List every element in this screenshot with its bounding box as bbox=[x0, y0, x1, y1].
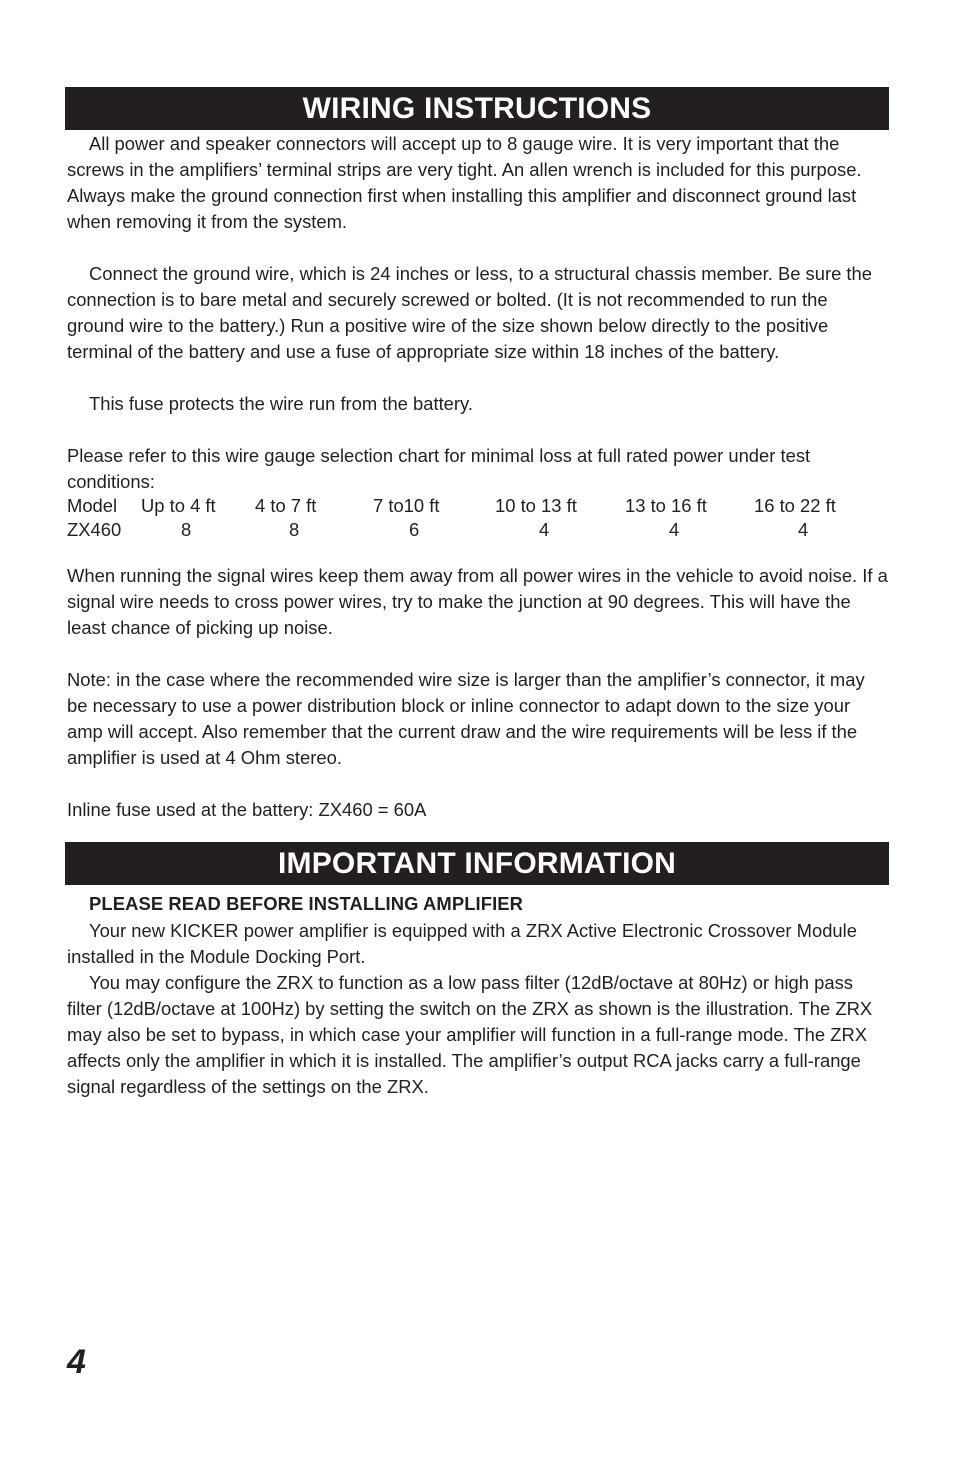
table-header-cell: 16 to 22 ft bbox=[754, 495, 836, 516]
table-cell: 4 bbox=[798, 519, 809, 540]
wiring-paragraph-connectors: All power and speaker connectors will accept up to 8 gauge wire. It is very important that the screws in the amplifiers’ terminal strips are very tight. An allen wrench is included for this purpose. Always make the ground connection first when installing this amplifier and disconnect ground last when removing it from the system. bbox=[67, 133, 862, 232]
table-header-cell: 4 to 7 ft bbox=[255, 495, 317, 516]
wiring-paragraph-ground: Connect the ground wire, which is 24 inches or less, to a structural chassis member. Be sure the connection is to bare metal and securely screwed or bolted. (It is not recommended to run the ground wire to the battery.) Run a positive wire of the size shown below directly to the positive terminal of the battery and use a fuse of appropriate size within 18 inches of the battery. bbox=[67, 263, 872, 362]
important-information-heading: IMPORTANT INFORMATION bbox=[65, 842, 889, 885]
important-paragraph-configure: You may configure the ZRX to function as a low pass filter (12dB/octave at 80Hz) or high pass filter (12dB/octave at 100Hz) by setting the switch on the ZRX as shown is the illustration. The ZRX may also be set to bypass, in which case your amplifier will function in a full-range mode. The ZRX affects only the amplifier in which it is installed. The amplifier’s output RCA jacks carry a full-range signal regardless of the settings on the ZRX. bbox=[67, 972, 873, 1097]
table-header-cell: 10 to 13 ft bbox=[495, 495, 577, 516]
table-header-cell: 13 to 16 ft bbox=[625, 495, 707, 516]
table-header-cell: 7 to10 ft bbox=[373, 495, 440, 516]
table-cell: 8 bbox=[181, 519, 192, 540]
table-cell: 4 bbox=[539, 519, 550, 540]
wiring-paragraph-chart-intro: Please refer to this wire gauge selection chart for minimal loss at full rated power under test conditions: bbox=[67, 445, 811, 492]
table-cell: ZX460 bbox=[67, 519, 122, 540]
wiring-paragraph-fuse: This fuse protects the wire run from the battery. bbox=[89, 393, 473, 414]
table-cell: 8 bbox=[289, 519, 300, 540]
wire-gauge-table bbox=[67, 494, 864, 542]
table-cell: 4 bbox=[669, 519, 680, 540]
table-header-cell: Model bbox=[67, 495, 118, 516]
table-header-row bbox=[67, 494, 864, 518]
wiring-paragraph-inline-fuse: Inline fuse used at the battery: ZX460 = 60A bbox=[67, 799, 427, 820]
wiring-paragraph-signal: When running the signal wires keep them away from all power wires in the vehicle to avoid noise. If a signal wire needs to cross power wires, try to make the junction at 90 degrees. This will have the least chance of picking up noise. bbox=[67, 565, 888, 638]
table-row bbox=[67, 518, 864, 542]
important-subheading: PLEASE READ BEFORE INSTALLING AMPLIFIER bbox=[89, 893, 524, 914]
table-header-cell: Up to 4 ft bbox=[141, 495, 216, 516]
wiring-instructions-heading: WIRING INSTRUCTIONS bbox=[65, 87, 889, 130]
wiring-paragraph-note: Note: in the case where the recommended wire size is larger than the amplifier’s connector, it may be necessary to use a power distribution block or inline connector to adapt down to the size your amp will accept. Also remember that the current draw and the wire requirements will be less if the amplifier is used at 4 Ohm stereo. bbox=[67, 669, 865, 768]
table-cell: 6 bbox=[409, 519, 420, 540]
important-paragraph-zrx: Your new KICKER power amplifier is equipped with a ZRX Active Electronic Crossover Module installed in the Module Docking Port. bbox=[67, 920, 857, 967]
page-number: 4 bbox=[67, 1343, 86, 1381]
